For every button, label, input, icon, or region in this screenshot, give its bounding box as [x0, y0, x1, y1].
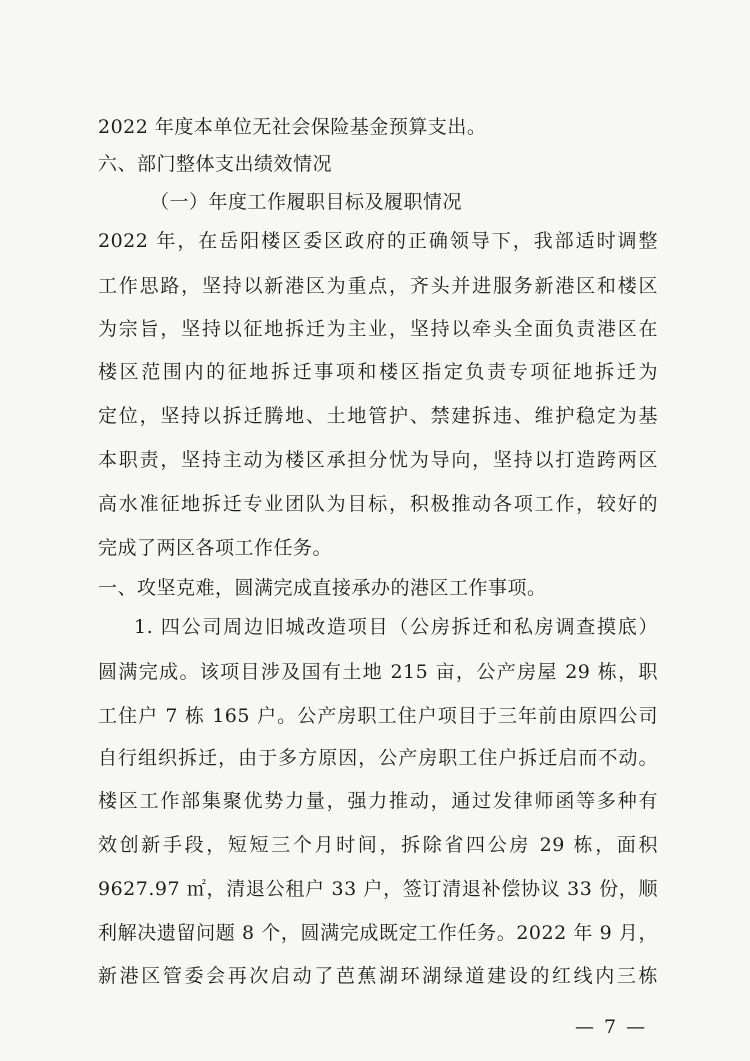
paragraph-line-20: 利解决遗留问题 8 个，圆满完成既定工作任务。2022 年 9 月， [98, 922, 658, 944]
paragraph-line-19: 9627.97 ㎡，清退公租户 33 户，签订清退补偿协议 33 份，顺 [98, 878, 658, 900]
paragraph-line-9: 本职责，坚持主动为楼区承担分忧为导向，坚持以打造跨两区 [98, 449, 658, 471]
paragraph-line-1: 2022 年度本单位无社会保险基金预算支出。 [98, 116, 487, 138]
page-number: — 7 — [575, 1016, 648, 1038]
paragraph-line-4: 2022 年，在岳阳楼区委区政府的正确领导下，我部适时调整 [98, 230, 658, 252]
paragraph-line-16: 自行组织拆迁，由于多方原因，公产房职工住户拆迁启而不动。 [98, 747, 658, 769]
paragraph-line-5: 工作思路，坚持以新港区为重点，齐头并进服务新港区和楼区 [98, 275, 658, 297]
paragraph-line-18: 效创新手段，短短三个月时间，拆除省四公房 29 栋，面积 [98, 834, 658, 856]
paragraph-line-21: 新港区管委会再次启动了芭蕉湖环湖绿道建设的红线内三栋 [98, 965, 658, 987]
paragraph-line-10: 高水准征地拆迁专业团队为目标，积极推动各项工作，较好的 [98, 493, 658, 515]
paragraph-line-17: 楼区工作部集聚优势力量，强力推动，通过发律师函等多种有 [98, 790, 658, 812]
paragraph-line-7: 楼区范围内的征地拆迁事项和楼区指定负责专项征地拆迁为 [98, 361, 658, 383]
paragraph-line-11: 完成了两区各项工作任务。 [98, 537, 333, 559]
paragraph-line-8: 定位，坚持以拆迁腾地、土地管护、禁建拆违、维护稳定为基 [98, 405, 658, 427]
paragraph-line-6: 为宗旨，坚持以征地拆迁为主业，坚持以牵头全面负责港区在 [98, 318, 658, 340]
item-heading-1: 1. 四公司周边旧城改造项目（公房拆迁和私房调查摸底） [134, 616, 658, 638]
section-heading-6: 六、部门整体支出绩效情况 [98, 153, 333, 175]
paragraph-line-14: 圆满完成。该项目涉及国有土地 215 亩，公产房屋 29 栋，职 [98, 661, 658, 683]
paragraph-line-15: 工住户 7 栋 165 户。公产房职工住户项目于三年前由原四公司 [98, 705, 658, 727]
section-heading-1: 一、攻坚克难，圆满完成直接承办的港区工作事项。 [98, 577, 547, 599]
subsection-heading-1: （一）年度工作履职目标及履职情况 [150, 191, 463, 213]
